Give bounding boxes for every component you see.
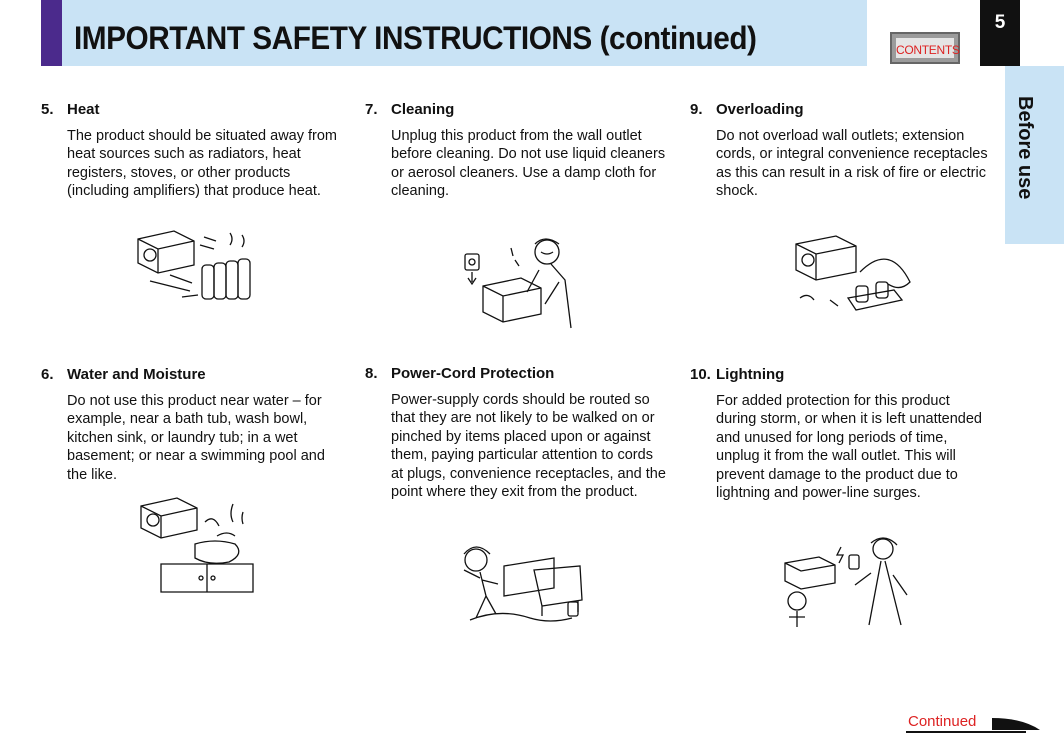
- page-number: 5: [980, 0, 1020, 66]
- side-tab[interactable]: [1005, 66, 1064, 244]
- side-tab-label: Before use: [1014, 96, 1036, 200]
- header-accent-stripe: [41, 0, 62, 66]
- continued-link[interactable]: Continued: [908, 713, 977, 730]
- section-lightning: [690, 366, 980, 502]
- section-overloading: [690, 101, 988, 201]
- section-number: 6.: [41, 366, 54, 383]
- section-number: 10.: [690, 366, 711, 383]
- heat-illustration: [130, 225, 260, 305]
- section-title: Water and Moisture: [67, 366, 206, 383]
- power-cord-illustration: [450, 540, 590, 625]
- section-title: Power-Cord Protection: [391, 365, 555, 382]
- section-title: Cleaning: [391, 101, 455, 118]
- arrow-right-icon[interactable]: [992, 716, 1042, 732]
- section-title: Overloading: [716, 101, 804, 118]
- section-power-cord-protection: [365, 365, 666, 501]
- section-body: For added protection for this product during storm, or when it is left unattended and unused for long periods of time, unplug it from the wall outlet. This will prevent damage to the product due to lightning and power-line surges.: [716, 393, 982, 502]
- contents-button-label: CONTENTS: [896, 38, 954, 58]
- section-body: Unplug this product from the wall outlet before cleaning. Do not use liquid cleaners or aerosol cleaners. Use a damp cloth for cleaning.: [391, 128, 666, 200]
- section-body: Do not overload wall outlets; extension cords, or integral convenience receptacles as this can result in a risk of fire or electric shock.: [716, 128, 988, 200]
- section-heat: [41, 101, 338, 201]
- section-title: Heat: [67, 101, 100, 118]
- section-body: The product should be situated away from heat sources such as radiators, heat registers, stoves, or other products (including amplifiers) that produce heat.: [67, 128, 338, 200]
- section-cleaning: [365, 101, 666, 201]
- water-illustration: [135, 492, 260, 597]
- section-body: Power-supply cords should be routed so that they are not likely to be walked on or pinched by items placed upon or against them, paying particular attention to cords at plugs, convenience receptacles, and the point where they exit from the product.: [391, 392, 666, 501]
- section-body: Do not use this product near water – for example, near a bath tub, wash bowl, kitchen sink, or laundry tub; in a wet basement; or near a swimming pool and the like.: [67, 393, 325, 483]
- section-water-moisture: [41, 366, 331, 484]
- section-number: 7.: [365, 101, 378, 118]
- overloading-illustration: [790, 228, 920, 323]
- section-title: Lightning: [716, 366, 785, 383]
- lightning-illustration: [775, 535, 915, 630]
- section-number: 8.: [365, 365, 378, 382]
- page-title: IMPORTANT SAFETY INSTRUCTIONS (continued): [74, 20, 757, 56]
- section-number: 5.: [41, 101, 54, 118]
- contents-button[interactable]: [890, 32, 960, 64]
- cleaning-illustration: [455, 230, 590, 330]
- section-number: 9.: [690, 101, 703, 118]
